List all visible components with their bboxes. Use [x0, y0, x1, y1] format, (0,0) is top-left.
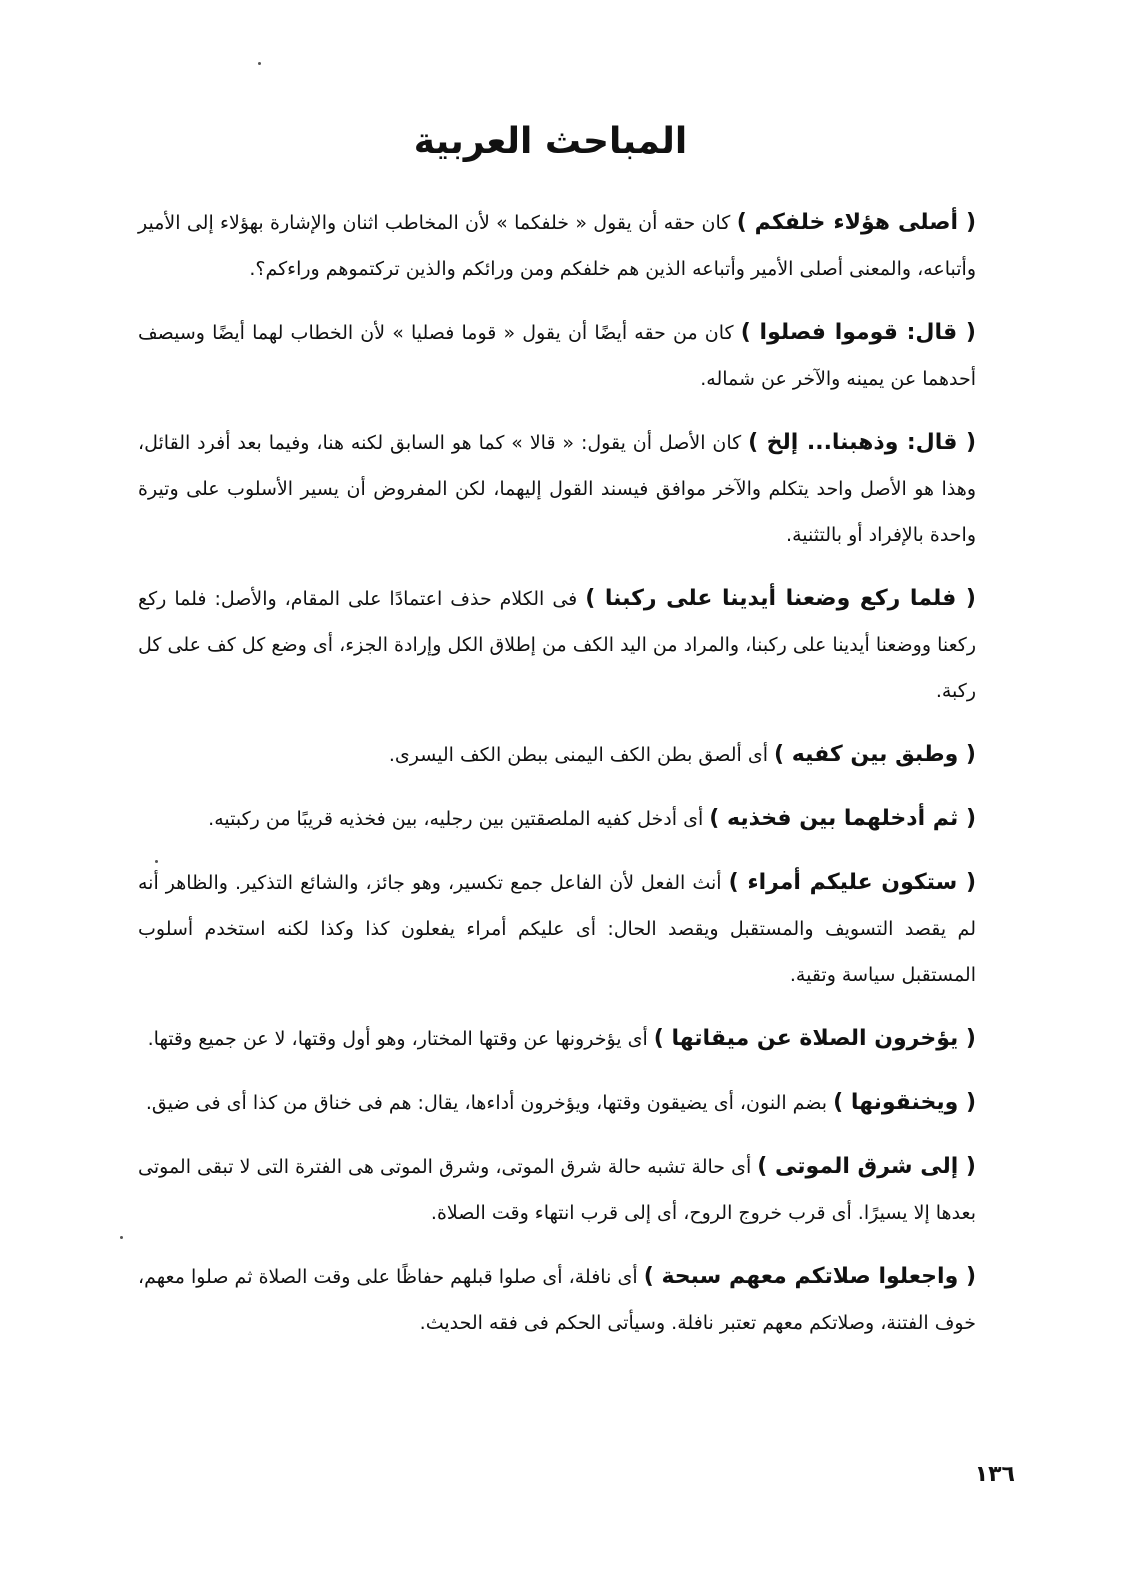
paragraph — [138, 420, 1006, 558]
page-number: ١٣٦ — [974, 1462, 1015, 1487]
paragraph-heading: ( قال: وذهبنا... إلخ ) — [748, 430, 976, 455]
paragraph-heading: ( قال: قوموا فصلوا ) — [740, 320, 976, 345]
page-body — [138, 200, 1006, 1364]
paragraph-text: أى يؤخرونها عن وقتها المختار، وهو أول وقتها، لا عن جميع وقتها. — [147, 1028, 654, 1050]
paragraph-text: أى ألصق بطن الكف اليمنى ببطن الكف اليسرى. — [388, 744, 775, 766]
paragraph-text: بضم النون، أى يضيقون وقتها، ويؤخرون أداءها، يقال: هم فى خناق من كذا أى فى ضيق. — [145, 1092, 834, 1114]
paragraph-text: أنث الفعل لأن الفاعل جمع تكسير، وهو جائز، والشائع التذكير. والظاهر أنه لم يقصد التسويف والمستقبل ويقصد الحال: أى عليكم أمراء يفعلون كذا وكذا لكنه استخدم أسلوب المستقبل سياسة وتقية. — [138, 872, 976, 986]
paragraph — [138, 200, 1006, 292]
paragraph — [138, 1254, 1006, 1346]
paragraph-heading: ( ستكون عليكم أمراء ) — [728, 870, 976, 895]
paragraph-text: فى الكلام حذف اعتمادًا على المقام، والأصل: فلما ركع ركعنا ووضعنا أيدينا على ركبنا، والمراد من اليد الكف من إطلاق الكل وإرادة الجزء، أى وضع كل كف على كل ركبة. — [138, 588, 976, 702]
paragraph-heading: ( يؤخرون الصلاة عن ميقاتها ) — [653, 1026, 976, 1051]
paragraph-heading: ( ثم أدخلهما بين فخذيه ) — [709, 806, 976, 831]
paragraph — [138, 1144, 1006, 1236]
paragraph-heading: ( ويخنقونها ) — [833, 1090, 976, 1115]
paragraph — [138, 576, 1006, 714]
paragraph-text: أى حالة تشبه حالة شرق الموتى، وشرق الموتى هى الفترة التى لا تبقى الموتى بعدها إلا يسيرًا. أى قرب خروج الروح، أى إلى قرب انتهاء وقت الصلاة. — [138, 1156, 976, 1224]
paragraph-heading: ( أصلى هؤلاء خلفكم ) — [736, 210, 977, 235]
paragraph-heading: ( إلى شرق الموتى ) — [757, 1154, 976, 1179]
paragraph-text: كان حقه أن يقول « خلفكما » لأن المخاطب اثنان والإشارة بهؤلاء إلى الأمير وأتباعه، والمعنى أصلى الأمير وأتباعه الذين هم خلفكم ومن ورائكم والذين تركتموهم وراءكم؟. — [138, 212, 976, 280]
paragraph-text: كان الأصل أن يقول: « قالا » كما هو السابق لكنه هنا، وفيما بعد أفرد القائل، وهذا هو الأصل واحد يتكلم والآخر موافق فيسند القول إليهما، لكن المفروض أن يسير الأسلوب على وتيرة واحدة بالإفراد أو بالتثنية. — [138, 432, 976, 546]
paragraph-text: أى نافلة، أى صلوا قبلهم حفاظًا على وقت الصلاة ثم صلوا معهم، خوف الفتنة، وصلاتكم معهم تعتبر نافلة. وسيأتى الحكم فى فقه الحديث. — [138, 1266, 976, 1334]
paragraph — [138, 1016, 1006, 1062]
paragraph — [138, 732, 1006, 778]
paragraph — [138, 796, 1006, 842]
paragraph — [138, 860, 1006, 998]
page-title: المباحث العربية — [413, 121, 688, 162]
scan-speck — [120, 1236, 123, 1239]
paragraph-heading: ( وطبق بين كفيه ) — [774, 742, 976, 767]
paragraph-heading: ( فلما ركع وضعنا أيدينا على ركبنا ) — [585, 586, 976, 611]
paragraph-text: أى أدخل كفيه الملصقتين بين رجليه، بين فخذيه قريبًا من ركبتيه. — [208, 808, 710, 830]
paragraph-text: كان من حقه أيضًا أن يقول « قوما فصليا » لأن الخطاب لهما أيضًا وسيصف أحدهما عن يمينه والآخر عن شماله. — [138, 322, 976, 390]
paragraph-heading: ( واجعلوا صلاتكم معهم سبحة ) — [643, 1264, 977, 1289]
scan-speck — [258, 62, 261, 65]
paragraph — [138, 1080, 1006, 1126]
paragraph — [138, 310, 1006, 402]
